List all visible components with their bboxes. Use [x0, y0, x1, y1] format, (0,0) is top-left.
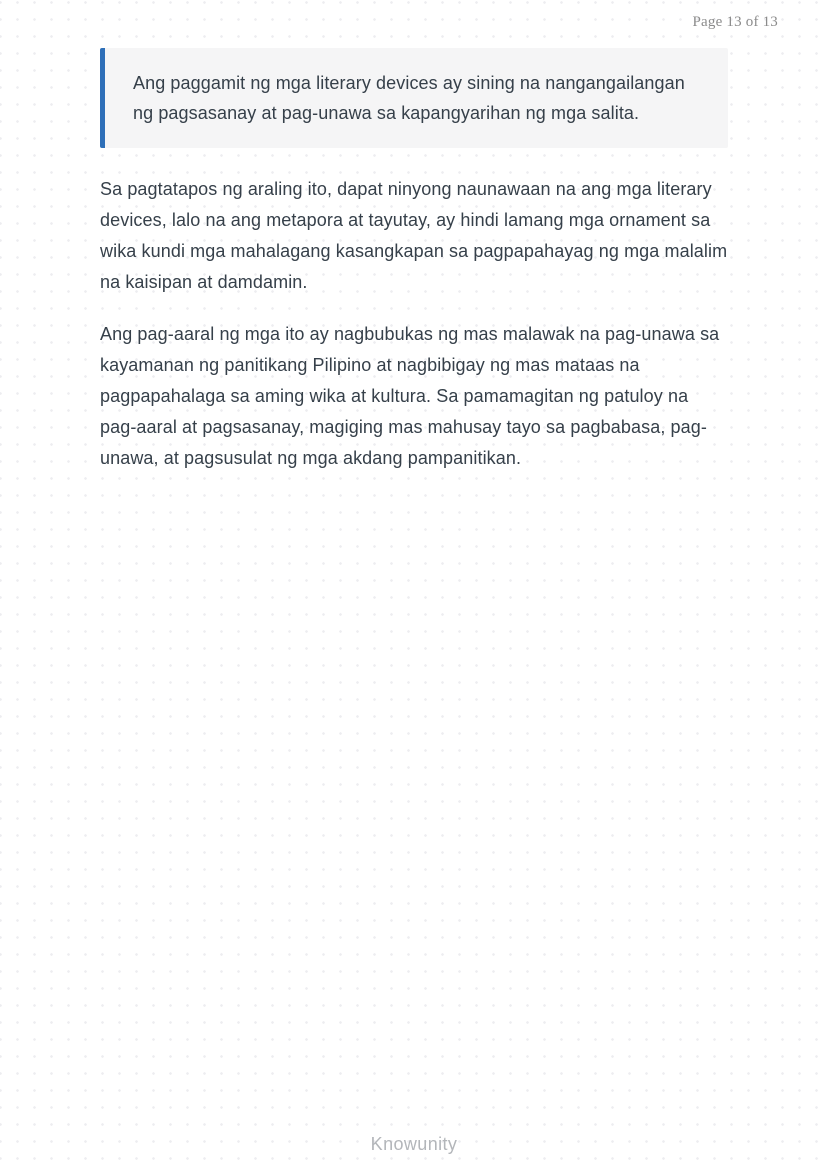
footer-brand: Knowunity — [370, 1134, 458, 1154]
page-number-indicator: Page 13 of 13 — [692, 14, 778, 30]
document-content — [100, 0, 728, 474]
quote-text: Ang paggamit ng mga literary devices ay sining na nangangailangan ng pagsasanay at pag-unawa sa kapangyarihan ng mga salita. — [133, 73, 685, 123]
paragraph-closing: Ang pag-aaral ng mga ito ay nagbubukas ng mas malawak na pag-unawa sa kayamanan ng panitikang Pilipino at nagbibigay ng mas mataas na pagpapahalaga sa aming wika at kultura. Sa pamamagitan ng patuloy na pag-aaral at pagsasanay, magiging mas mahusay tayo sa pagbabasa, pag-unawa, at pagsusulat ng mga akdang pampanitikan. — [100, 324, 720, 468]
quote-block — [100, 48, 728, 148]
paragraph-conclusion: Sa pagtatapos ng araling ito, dapat ninyong naunawaan na ang mga literary devices, lalo na ang metapora at tayutay, ay hindi lamang mga ornament sa wika kundi mga mahalagang kasangkapan sa pagpapahayag ng mga malalim na kaisipan at damdamin. — [100, 179, 728, 292]
